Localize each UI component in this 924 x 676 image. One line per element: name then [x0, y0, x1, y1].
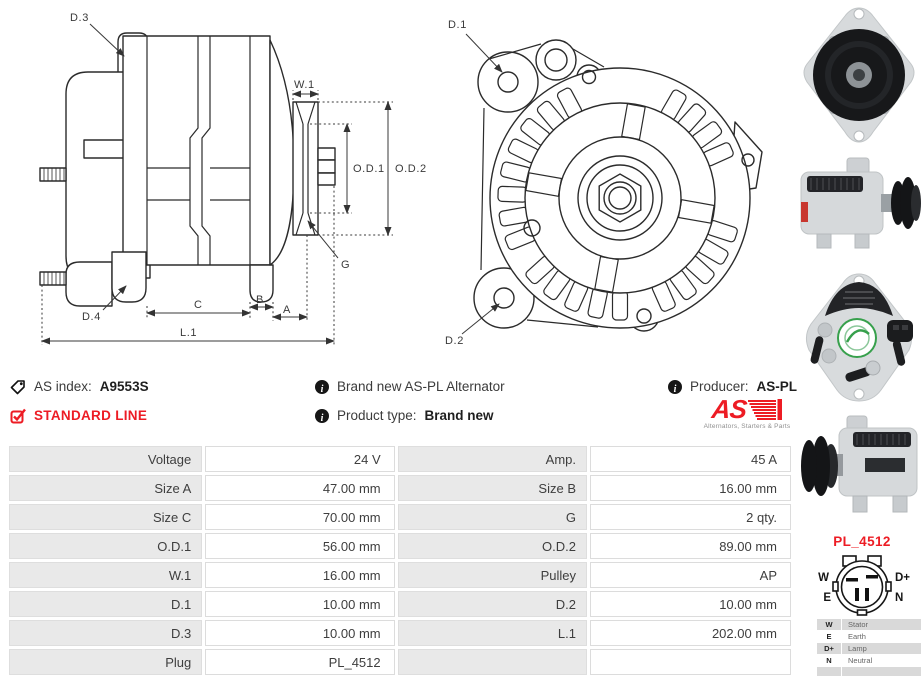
spec-label: Pulley — [398, 562, 587, 588]
plug-legend-desc: Stator — [842, 619, 921, 630]
dim-label-w1: W.1 — [294, 79, 315, 91]
plug-legend-row — [817, 619, 921, 630]
info-icon — [315, 409, 329, 423]
spec-row — [9, 649, 791, 675]
dim-label-od2: O.D.2 — [395, 163, 427, 175]
plug-legend-row — [817, 655, 921, 666]
product-photo-front — [795, 2, 924, 148]
spec-value: 70.00 mm — [205, 504, 394, 530]
side-view-drawing — [40, 12, 427, 345]
product-photo-side-left — [795, 410, 924, 525]
as-pl-logo-stripes-icon — [748, 399, 782, 421]
spec-row — [9, 475, 791, 501]
product-type-value: Brand new — [424, 408, 494, 423]
as-pl-logo-text: AS — [710, 394, 748, 424]
product-photo-side-right — [795, 150, 924, 266]
as-index-item — [10, 378, 149, 395]
spec-label: Voltage — [9, 446, 202, 472]
spec-label: G — [398, 504, 587, 530]
spec-label — [398, 649, 587, 675]
plug-legend-table — [816, 618, 922, 676]
brand-text: Brand new AS-PL Alternator — [337, 379, 505, 394]
standard-line-item — [10, 407, 147, 424]
dim-label-g: G — [341, 259, 351, 271]
dim-label-d1: D.1 — [448, 19, 467, 31]
plug-diagram — [812, 551, 912, 617]
plug-legend-desc: Lamp — [842, 643, 921, 654]
producer-value: AS-PL — [756, 379, 798, 394]
spec-value: AP — [590, 562, 791, 588]
plug-code: PL_4512 — [833, 534, 891, 549]
checkbox-checked-icon — [10, 408, 26, 424]
spec-label: Size B — [398, 475, 587, 501]
standard-line-label: STANDARD LINE — [34, 408, 148, 423]
dim-label-c: C — [194, 299, 203, 311]
as-pl-logo-tagline: Alternators, Starters & Parts — [703, 423, 791, 430]
spec-label: D.1 — [9, 591, 202, 617]
product-type-label: Product type: — [337, 408, 417, 423]
as-index-value: A9553S — [99, 379, 149, 394]
spec-table — [6, 443, 794, 676]
spec-value: 10.00 mm — [205, 591, 394, 617]
spec-row — [9, 591, 791, 617]
spec-label: W.1 — [9, 562, 202, 588]
plug-legend-code: W — [817, 619, 841, 630]
as-pl-logo — [700, 395, 794, 430]
spec-value: 56.00 mm — [205, 533, 394, 559]
spec-label: Amp. — [398, 446, 587, 472]
plug-legend-code: E — [817, 631, 841, 642]
dim-label-a: A — [283, 304, 291, 316]
plug-legend-code: N — [817, 655, 841, 666]
tag-icon — [10, 379, 26, 395]
spec-label: Plug — [9, 649, 202, 675]
plug-legend-row — [817, 643, 921, 654]
plug-legend-row — [817, 667, 921, 676]
front-view-drawing — [445, 19, 762, 347]
dim-label-d4: D.4 — [82, 311, 101, 323]
spec-row — [9, 620, 791, 646]
dim-label-l1: L.1 — [180, 327, 198, 339]
spec-value: 10.00 mm — [205, 620, 394, 646]
plug-pin-e: E — [823, 592, 831, 604]
plug-pin-n: N — [895, 592, 904, 604]
spec-value: 2 qty. — [590, 504, 791, 530]
spec-value: 45 A — [590, 446, 791, 472]
dim-label-b: B — [256, 294, 264, 306]
producer-label: Producer: — [690, 379, 749, 394]
spec-label: D.3 — [9, 620, 202, 646]
spec-label: O.D.2 — [398, 533, 587, 559]
plug-legend-row — [817, 631, 921, 642]
spec-row — [9, 562, 791, 588]
spec-value: 24 V — [205, 446, 394, 472]
plug-pin-dplus: D+ — [895, 572, 911, 584]
spec-label: Size C — [9, 504, 202, 530]
spec-label: L.1 — [398, 620, 587, 646]
spec-value: 202.00 mm — [590, 620, 791, 646]
spec-value: 16.00 mm — [590, 475, 791, 501]
plug-legend-code — [817, 667, 841, 676]
product-photo-rear — [795, 268, 924, 408]
plug-legend-desc: Earth — [842, 631, 921, 642]
spec-value: 16.00 mm — [205, 562, 394, 588]
product-type-item — [315, 407, 494, 424]
plug-pin-w: W — [818, 572, 829, 584]
spec-value: 89.00 mm — [590, 533, 791, 559]
info-icon — [668, 380, 682, 394]
spec-label: Size A — [9, 475, 202, 501]
spec-value: PL_4512 — [205, 649, 394, 675]
technical-drawings — [0, 0, 790, 372]
plug-legend-desc: Neutral — [842, 655, 921, 666]
dim-label-d3: D.3 — [70, 12, 89, 24]
spec-row — [9, 533, 791, 559]
plug-legend-code: D+ — [817, 643, 841, 654]
plug-legend-desc — [842, 667, 921, 676]
spec-value: 10.00 mm — [590, 591, 791, 617]
spec-row — [9, 504, 791, 530]
spec-label: D.2 — [398, 591, 587, 617]
dim-label-od1: O.D.1 — [353, 163, 385, 175]
info-icon — [315, 380, 329, 394]
as-index-label: AS index: — [34, 379, 92, 394]
spec-label: O.D.1 — [9, 533, 202, 559]
producer-item — [668, 378, 797, 395]
spec-value — [590, 649, 791, 675]
dim-label-d2: D.2 — [445, 335, 464, 347]
spec-row — [9, 446, 791, 472]
brand-item — [315, 378, 505, 395]
spec-value: 47.00 mm — [205, 475, 394, 501]
